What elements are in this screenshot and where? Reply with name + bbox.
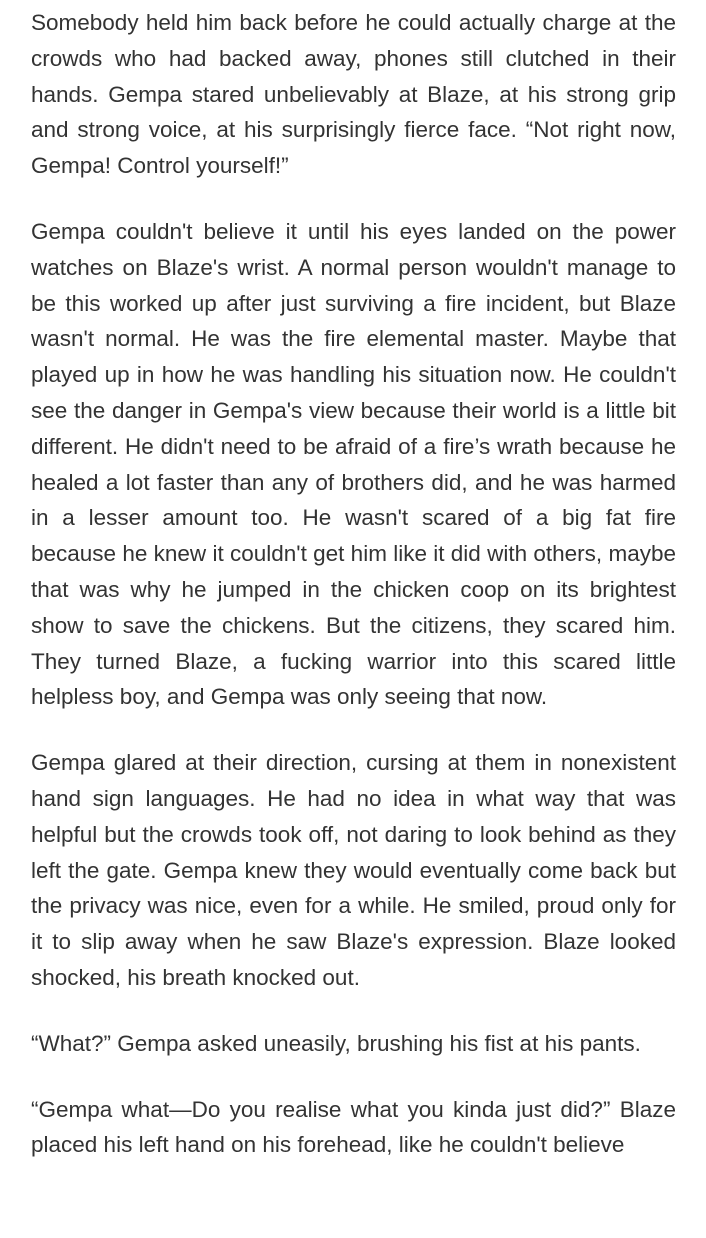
story-text: [31, 5, 676, 1163]
paragraph: Gempa couldn't believe it until his eyes landed on the power watches on Blaze's wrist. A normal person wouldn't manage to be this worked up after just surviving a fire incident, but Blaze wasn't normal. He was the fire elemental master. Maybe that played up in how he was handling his situation now. He couldn't see the danger in Gempa's view because their world is a little bit different. He didn't need to be afraid of a fire’s wrath because he healed a lot faster than any of brothers did, and he was harmed in a lesser amount too. He wasn't scared of a big fat fire because he knew it couldn't get him like it did with others, maybe that was why he jumped in the chicken coop on its brightest show to save the chickens. But the citizens, they scared him. They turned Blaze, a fucking warrior into this scared little helpless boy, and Gempa was only seeing that now.: [31, 218, 676, 710]
paragraph: “What?” Gempa asked uneasily, brushing his fist at his pants.: [31, 1030, 641, 1056]
paragraph: Gempa glared at their direction, cursing at them in nonexistent hand sign languages. He had no idea in what way that was helpful but the crowds took off, not daring to look behind as they left the gate. Gempa knew they would eventually come back but the privacy was nice, even for a while. He smiled, proud only for it to slip away when he saw Blaze's expression. Blaze looked shocked, his breath knocked out.: [31, 750, 676, 990]
paragraph: “Gempa what—Do you realise what you kinda just did?” Blaze placed his left hand on his forehead, like he couldn't believe: [31, 1096, 676, 1158]
paragraph: Somebody held him back before he could actually charge at the crowds who had backed away, phones still clutched in their hands. Gempa stared unbelievably at Blaze, at his strong grip and strong voice, at his surprisingly fierce face. “Not right now, Gempa! Control yourself!”: [31, 10, 676, 179]
